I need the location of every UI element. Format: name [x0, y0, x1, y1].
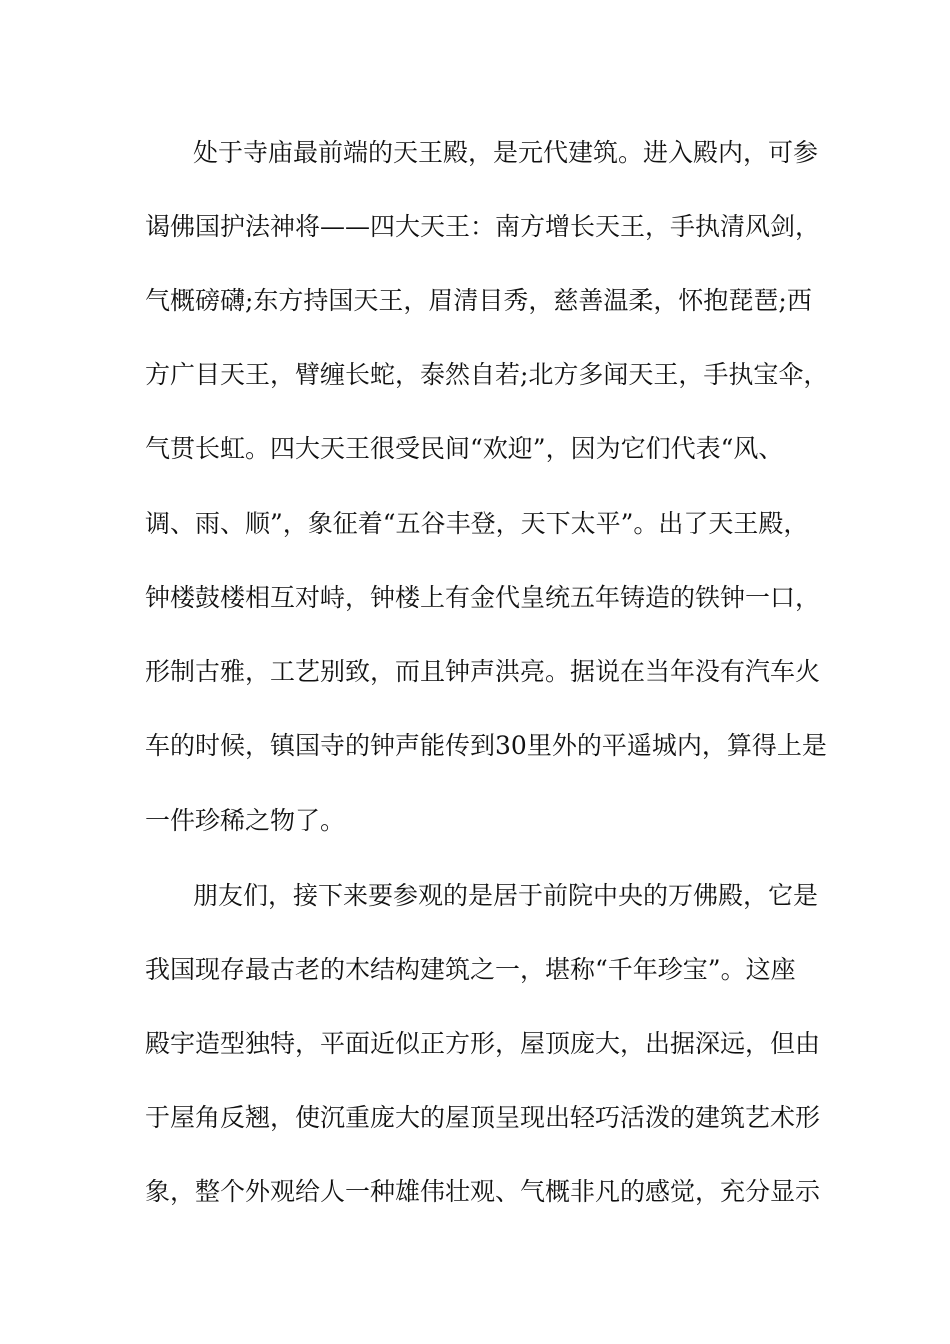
paragraph-1-line-9: 车的时候，镇国寺的钟声能传到30里外的平遥城内，算得上是 [145, 731, 827, 760]
paragraph-2-line-1: 朋友们，接下来要参观的是居于前院中央的万佛殿，它是 [193, 881, 819, 910]
paragraph-1-line-6: 调、雨、顺”，象征着“五谷丰登，天下太平”。出了天王殿， [145, 509, 809, 538]
paragraph-2-line-2: 我国现存最古老的木结构建筑之一，堪称“千年珍宝”。这座 [145, 955, 796, 984]
paragraph-1-line-7: 钟楼鼓楼相互对峙，钟楼上有金代皇统五年铸造的铁钟一口， [145, 583, 821, 612]
paragraph-2-line-5: 象，整个外观给人一种雄伟壮观、气概非凡的感觉，充分显示 [145, 1177, 821, 1206]
paragraph-1-line-5: 气贯长虹。四大天王很受民间“欢迎”，因为它们代表“风、 [145, 434, 784, 463]
paragraph-2-line-4: 于屋角反翘，使沉重庞大的屋顶呈现出轻巧活泼的建筑艺术形 [145, 1103, 821, 1132]
paragraph-1-line-8: 形制古雅，工艺别致，而且钟声洪亮。据说在当年没有汽车火 [145, 657, 821, 686]
paragraph-2-line-3: 殿宇造型独特，平面近似正方形，屋顶庞大，出据深远，但由 [145, 1029, 821, 1058]
paragraph-1-line-3: 气概磅礴;东方持国天王，眉清目秀，慈善温柔，怀抱琵琶;西 [145, 286, 812, 315]
paragraph-1-line-4: 方广目天王，臂缠长蛇，泰然自若;北方多闻天王，手执宝伞， [145, 360, 829, 389]
paragraph-1-line-1: 处于寺庙最前端的天王殿，是元代建筑。进入殿内，可参 [193, 138, 819, 167]
paragraph-1-line-2: 谒佛国护法神将——四大天王：南方增长天王，手执清风剑， [145, 212, 821, 241]
paragraph-1-line-10: 一件珍稀之物了。 [145, 806, 346, 835]
